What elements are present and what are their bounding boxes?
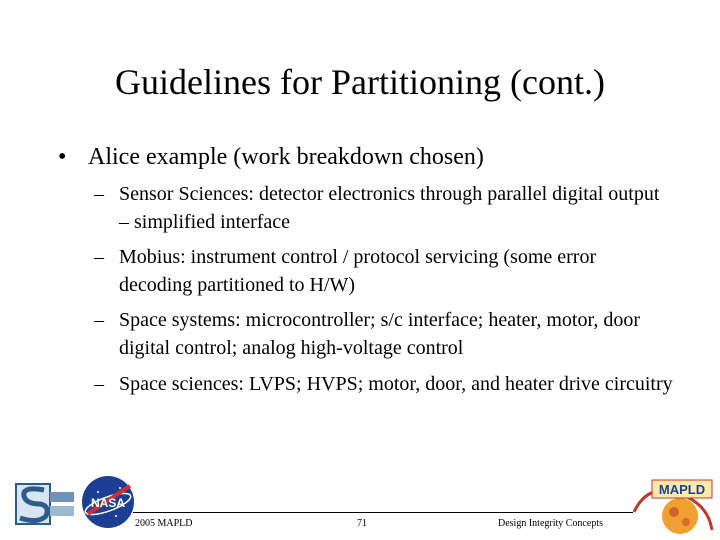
nasa-logo-text: NASA xyxy=(90,496,126,510)
sub-bullet-text: Sensor Sciences: detector electronics through parallel digital output – simplified interface xyxy=(119,183,660,233)
mapld-logo xyxy=(628,478,718,540)
footer-left-text: 2005 MAPLD xyxy=(135,518,193,529)
page-number: 71 xyxy=(357,518,367,529)
sub-bullet-text: Space systems: microcontroller; s/c interface; heater, motor, door digital control; analog high-voltage control xyxy=(119,309,640,359)
sub-bullet xyxy=(94,370,674,398)
sub-bullet-text: Space sciences: LVPS; HVPS; motor, door, and heater drive circuitry xyxy=(119,373,673,395)
dash-marker: – xyxy=(94,373,104,395)
sub-bullet xyxy=(94,243,674,299)
sub-bullet xyxy=(94,306,674,362)
dash-marker: – xyxy=(94,309,104,331)
dash-marker: – xyxy=(94,246,104,268)
footer-right-text: Design Integrity Concepts xyxy=(498,518,603,529)
bullet-marker: • xyxy=(58,144,67,170)
main-bullet-text: Alice example (work breakdown chosen) xyxy=(88,144,484,170)
mapld-logo-text: MAPLD xyxy=(658,482,706,497)
footer-divider xyxy=(133,512,633,513)
sub-bullet-text: Mobius: instrument control / protocol servicing (some error decoding partitioned to H/W) xyxy=(119,246,597,296)
dash-marker: – xyxy=(94,183,104,205)
main-bullet xyxy=(58,141,678,173)
swri-logo xyxy=(8,478,78,528)
nasa-logo xyxy=(80,474,136,530)
slide-title: Guidelines for Partitioning (cont.) xyxy=(115,62,605,102)
sub-bullet xyxy=(94,180,674,236)
